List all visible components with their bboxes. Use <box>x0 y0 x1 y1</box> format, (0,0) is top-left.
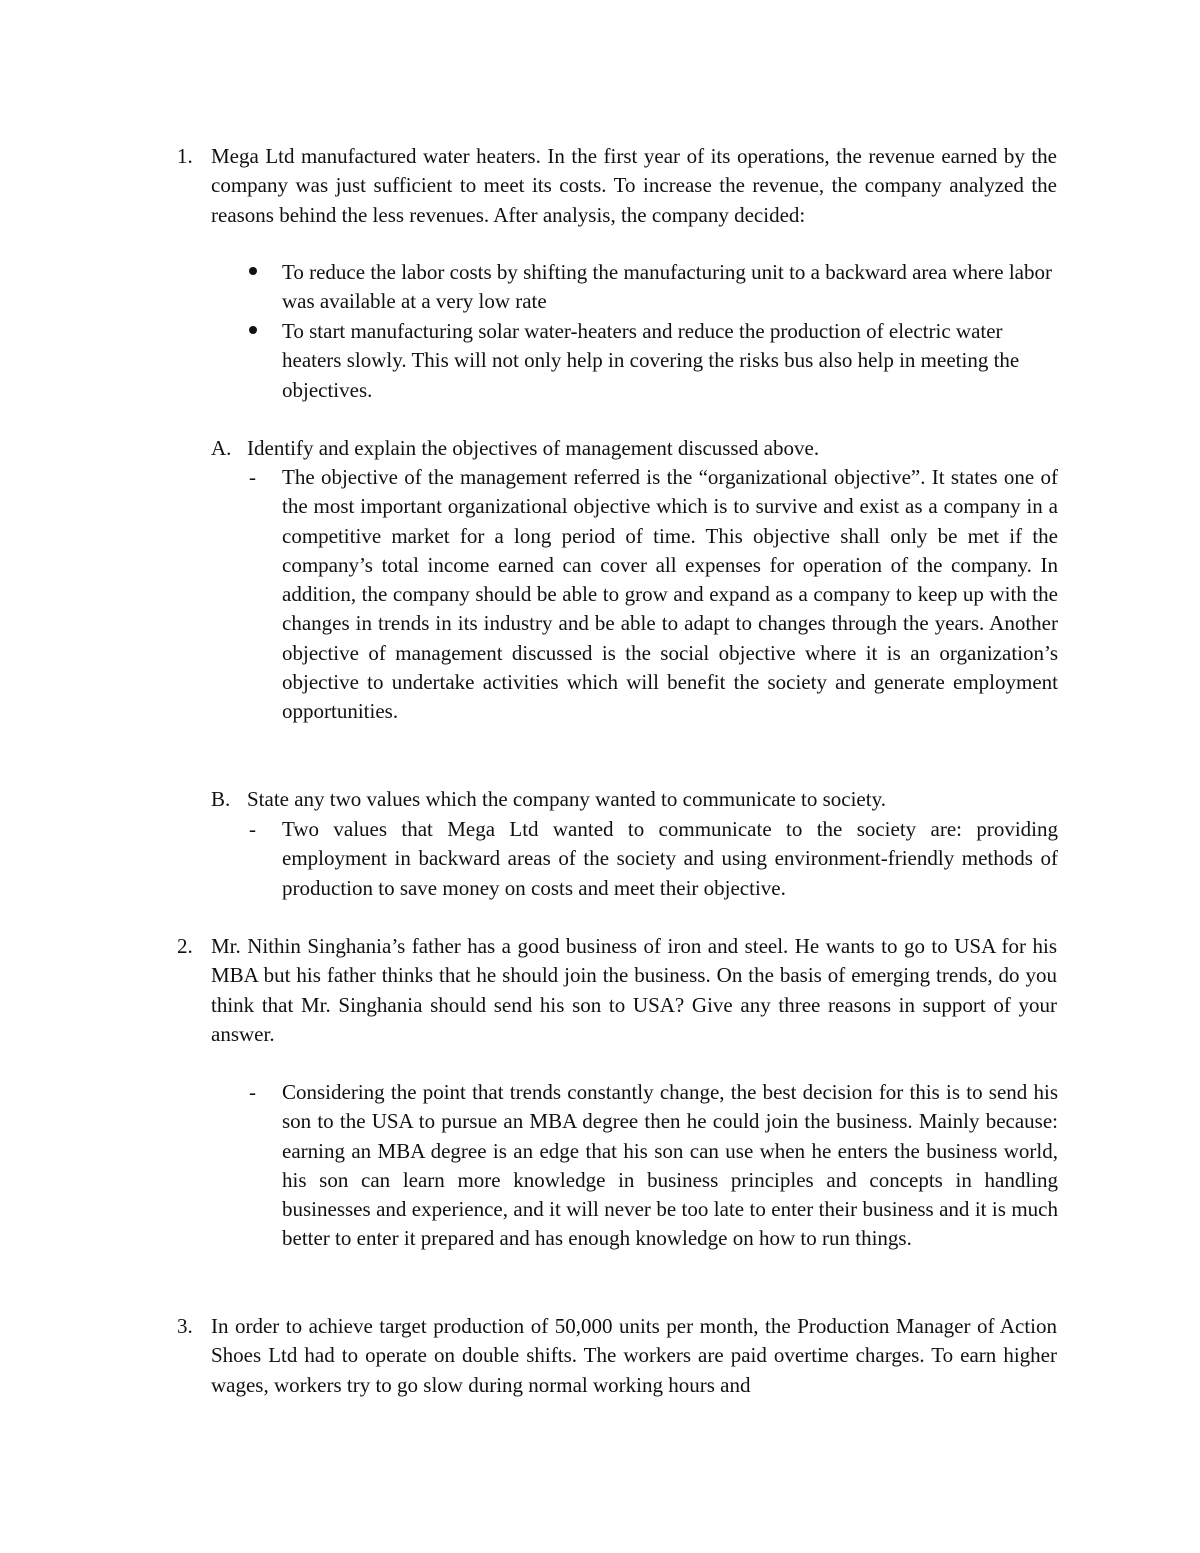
question-2-answer: Considering the point that trends constantly change, the best decision for this is to send his son to the USA to pursue an MBA degree then he could join the business. Mainly because: earning an MBA degree is an edge that his son can use when he enters the business world, his son can learn more knowledge in business principles and concepts in handling businesses and experience, and it will never be too late to enter their business and it is much better to enter it prepared and has enough knowledge on how to run things. <box>282 1080 1058 1251</box>
bullet-icon <box>249 267 257 275</box>
answer-dash: - <box>249 465 256 489</box>
question-3-number: 3. <box>177 1314 193 1338</box>
subquestion-b-prompt: State any two values which the company wanted to communicate to society. <box>247 787 886 811</box>
answer-dash: - <box>249 1080 256 1104</box>
answer-dash: - <box>249 817 256 841</box>
subquestion-a-answer: The objective of the management referred is the “organizational objective”. It states one of the most important organizational objective which is to survive and exist as a company in a competitive market for a long period of time. This objective shall only be met if the company’s total income earned can cover all expenses for operation of the company. In addition, the company should be able to grow and expand as a company to keep up with the changes in trends in its industry and be able to adapt to changes through the years. Another objective of management discussed is the social objective where it is an organization’s objective to undertake activities which will benefit the society and generate employment opportunities. <box>282 465 1058 724</box>
question-1-number: 1. <box>177 144 193 168</box>
question-1-bullet-1: To reduce the labor costs by shifting the manufacturing unit to a backward area where labor was available at a very low rate <box>282 260 1052 314</box>
question-2-number: 2. <box>177 934 193 958</box>
question-2-text: Mr. Nithin Singhania’s father has a good business of iron and steel. He wants to go to USA for his MBA but his father thinks that he should join the business. On the basis of emerging trends, do you think that Mr. Singhania should send his son to USA? Give any three reasons in support of your answer. <box>211 934 1057 1046</box>
subquestion-a-letter: A. <box>211 436 232 460</box>
question-3-text: In order to achieve target production of 50,000 units per month, the Production Manager of Action Shoes Ltd had to operate on double shifts. The workers are paid overtime charges. To earn higher wages, workers try to go slow during normal working hours and <box>211 1314 1057 1397</box>
bullet-icon <box>249 326 257 334</box>
subquestion-b-letter: B. <box>211 787 231 811</box>
question-1-text: Mega Ltd manufactured water heaters. In the first year of its operations, the revenue earned by the company was just sufficient to meet its costs. To increase the revenue, the company analyzed the reasons behind the less revenues. After analysis, the company decided: <box>211 144 1057 227</box>
question-1-bullet-2: To start manufacturing solar water-heaters and reduce the production of electric water heaters slowly. This will not only help in covering the risks bus also help in meeting the objectives. <box>282 319 1020 402</box>
subquestion-a-prompt: Identify and explain the objectives of management discussed above. <box>247 436 820 460</box>
subquestion-b-answer: Two values that Mega Ltd wanted to communicate to the society are: providing employment in backward areas of the society and using environment-friendly methods of production to save money on costs and meet their objective. <box>282 817 1058 900</box>
